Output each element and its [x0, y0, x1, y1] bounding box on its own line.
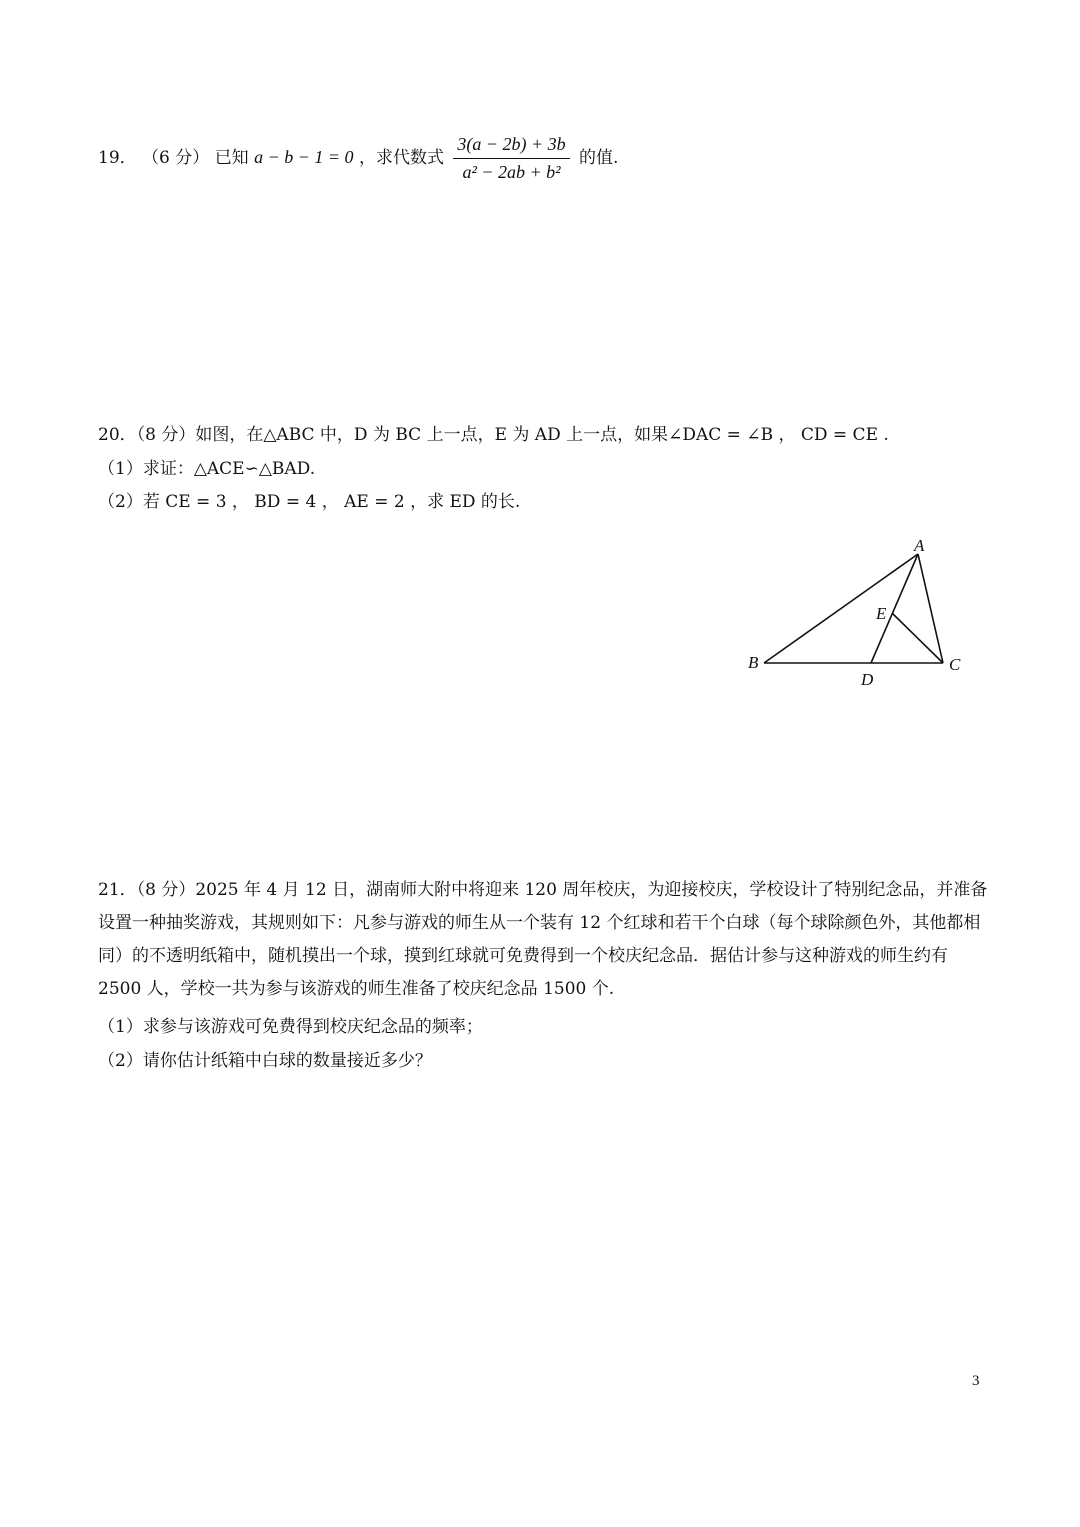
q19-number: 19．: [98, 148, 137, 168]
label-b: B: [748, 653, 759, 672]
q19-condition: a − b − 1 = 0: [254, 147, 354, 167]
segment-ec: [892, 613, 943, 663]
label-a: A: [914, 536, 925, 555]
q19-mid: ，求代数式: [358, 148, 444, 168]
label-e: E: [876, 604, 887, 623]
q21-part2: （2）请你估计纸箱中白球的数量接近多少？: [98, 1051, 432, 1071]
q19-lead: 已知: [214, 148, 249, 168]
q19-points: （6 分）: [142, 148, 210, 168]
q21-stem: （8 分）2025 年 4 月 12 日，湖南师大附中将迎来 120 周年校庆，为迎接校庆，学校设计了特别纪念品，并准备设置一种抽奖游戏，其规则如下：凡参与游戏的师生从一个装有 12 个红球和若干个白球（每个球除颜色外，其他都相同）的不透明纸箱中，随机摸出一个球，摸到红球就可免费得到一个校庆纪念品．据估计参与这种游戏的师生约有 2500 人，学校一共为参与该游戏的师生准备了校庆纪念品 1500 个.: [98, 880, 988, 999]
q21-number: 21．: [98, 880, 137, 900]
q21-part1: （1）求参与该游戏可免费得到校庆纪念品的频率；: [98, 1017, 483, 1037]
question-19: [98, 134, 618, 183]
q19-denominator: a² − 2ab + b²: [462, 162, 561, 182]
label-c: C: [949, 655, 961, 674]
q20-part2: （2）若 CE = 3 ， BD = 4 ， AE = 2 ，求 ED 的长.: [98, 492, 521, 512]
q19-fraction: [453, 134, 569, 183]
segment-ac: [918, 554, 943, 663]
q20-stem: （8 分）如图，在△ABC 中，D 为 BC 上一点，E 为 AD 上一点，如果∠DAC = ∠B ， CD = CE .: [136, 425, 889, 445]
q21-stem-paragraph: [98, 874, 988, 1006]
q20-stem-line: [98, 420, 889, 445]
page-number: 3: [972, 1373, 980, 1389]
q20-number: 20．: [98, 425, 137, 445]
label-d: D: [861, 670, 874, 689]
q20-part1: （1）求证：△ACE∽△BAD.: [98, 459, 316, 479]
q20-triangle-figure: [740, 530, 980, 700]
q19-numerator: 3(a − 2b) + 3b: [453, 134, 569, 159]
q19-tail: 的值.: [579, 148, 619, 168]
